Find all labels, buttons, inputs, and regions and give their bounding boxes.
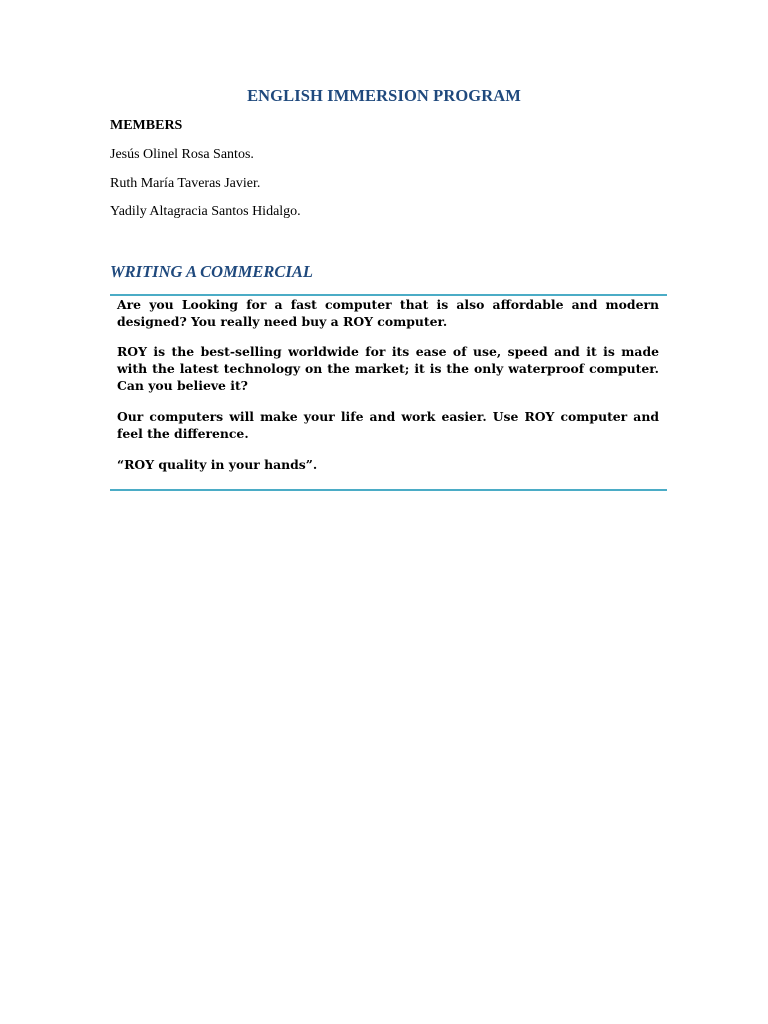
commercial-slogan: “ROY quality in your hands”. — [117, 457, 318, 472]
commercial-paragraph: Are you Looking for a fast computer that is also affordable and modern designed? You really need buy a ROY computer. — [117, 297, 659, 329]
member-name: Yadily Altagracia Santos Hidalgo. — [110, 204, 301, 219]
commercial-box — [110, 294, 667, 491]
commercial-paragraph: Our computers will make your life and work easier. Use ROY computer and feel the difference. — [117, 409, 659, 441]
members-heading: MEMBERS — [110, 118, 183, 133]
commercial-paragraph: ROY is the best-selling worldwide for its ease of use, speed and it is made with the latest technology on the market; it is the only waterproof computer. Can you believe it? — [117, 344, 659, 393]
member-name: Jesús Olinel Rosa Santos. — [110, 147, 254, 162]
page-title: ENGLISH IMMERSION PROGRAM — [247, 86, 521, 105]
commercial-text — [117, 296, 659, 473]
member-name: Ruth María Taveras Javier. — [110, 176, 261, 191]
section-heading: WRITING A COMMERCIAL — [110, 262, 313, 281]
